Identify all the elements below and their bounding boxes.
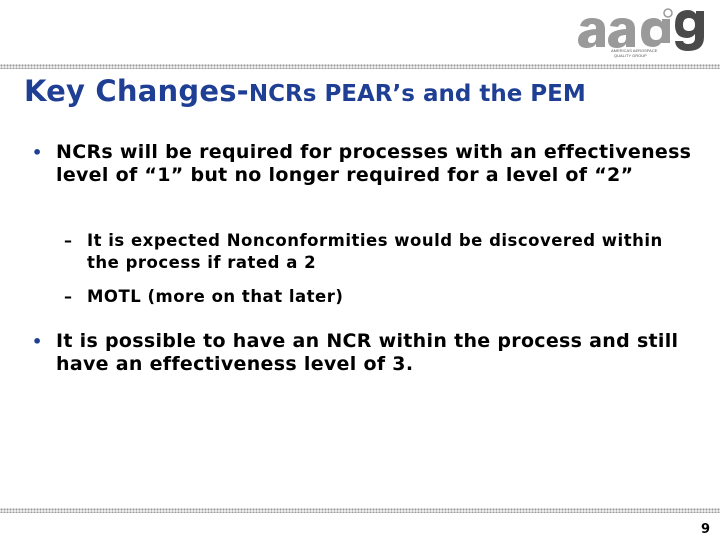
aaqg-logo-icon — [578, 4, 710, 60]
slide-title-sub: NCRs PEAR’s and the PEM — [248, 81, 586, 107]
bullet-dot-icon: • — [32, 143, 43, 162]
dash-icon: – — [64, 231, 72, 250]
svg-text:AMERICAS AEROSPACE: AMERICAS AEROSPACE — [611, 48, 658, 53]
aaqg-logo — [578, 4, 710, 60]
svg-text:QUALITY GROUP: QUALITY GROUP — [614, 53, 647, 58]
slide-title-main: Key Changes- — [24, 74, 249, 108]
dash-icon: – — [64, 287, 72, 306]
sub-bullet-text: MOTL (more on that later) — [87, 287, 344, 306]
header-divider — [0, 64, 720, 69]
slide-title — [24, 74, 586, 108]
footer-divider — [0, 508, 720, 513]
bullet-text: NCRs will be required for processes with an effectiveness level of “1” but no longer required for a level of “2” — [56, 141, 692, 186]
page-number: 9 — [700, 522, 710, 537]
bullet-text: It is possible to have an NCR within the process and still have an effectiveness level of 3. — [56, 330, 679, 375]
sub-bullet-text: It is expected Nonconformities would be discovered within the process if rated a 2 — [87, 231, 663, 272]
bullet-dot-icon: • — [32, 332, 43, 351]
